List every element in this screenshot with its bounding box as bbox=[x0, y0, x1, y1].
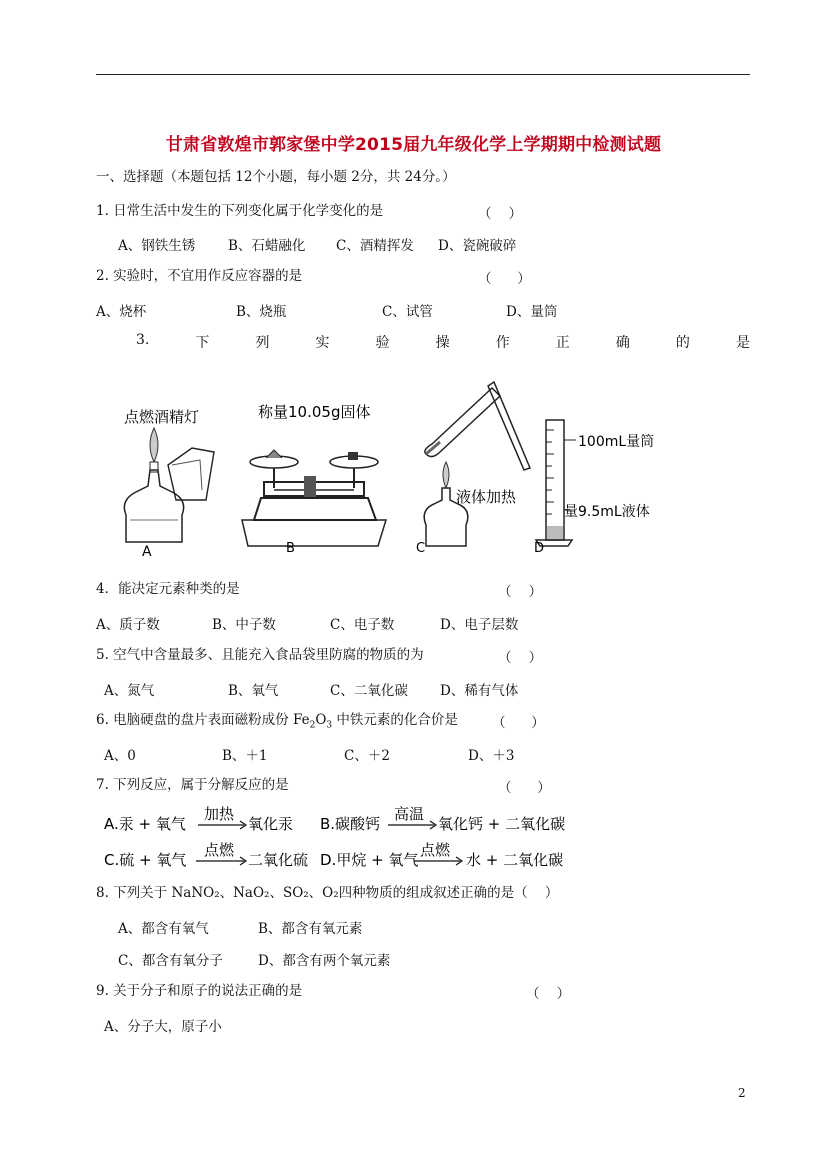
question-7-answer-blank: （ ） bbox=[498, 780, 551, 796]
question-6-answer-blank: （ ） bbox=[492, 715, 545, 731]
q8-option-c: C、都含有氧分子 bbox=[118, 953, 223, 969]
section-heading: 一、选择题（本题包括 12个小题，每小题 2分，共 24分。） bbox=[96, 169, 456, 185]
header-rule bbox=[96, 74, 750, 75]
q6-option-d: D、＋3 bbox=[468, 748, 515, 764]
eq-a-condition: 加热 bbox=[204, 805, 235, 823]
q4-option-b: B、中子数 bbox=[212, 617, 276, 633]
eq-d-right: 水 + 二氧化碳 bbox=[466, 851, 564, 869]
q2-option-b: B、烧瓶 bbox=[236, 304, 287, 320]
eq-a-right: 氧化汞 bbox=[248, 815, 294, 833]
q5-option-c: C、二氧化碳 bbox=[330, 683, 408, 699]
page-title: 甘肃省敦煌市郭家堡中学2015届九年级化学上学期期中检测试题 bbox=[165, 135, 662, 155]
figure-b-balance bbox=[242, 403, 386, 556]
q6-option-b: B、＋1 bbox=[222, 748, 268, 764]
eq-c-right: 二氧化硫 bbox=[248, 851, 309, 869]
q8-option-a: A、都含有氧气 bbox=[118, 921, 209, 937]
svg-text:D: D bbox=[534, 541, 545, 556]
q6-option-a: A、0 bbox=[104, 748, 136, 764]
q2-option-a: A、烧杯 bbox=[96, 304, 147, 320]
figure-a-lamp bbox=[124, 408, 214, 560]
svg-text:A: A bbox=[142, 544, 152, 560]
eq-c-condition: 点燃 bbox=[204, 841, 235, 859]
question-5-stem: 5. 空气中含量最多、且能充入食品袋里防腐的物质的为 bbox=[96, 647, 424, 663]
question-1-answer-blank: （ ） bbox=[478, 206, 523, 222]
q4-option-d: D、电子层数 bbox=[440, 617, 519, 633]
q9-option-a: A、分子大，原子小 bbox=[104, 1019, 222, 1035]
page-number: 2 bbox=[738, 1086, 746, 1100]
q5-option-a: A、氮气 bbox=[104, 683, 155, 699]
eq-b-left: B.碳酸钙 bbox=[320, 815, 381, 833]
question-4-stem: 4．能决定元素种类的是 bbox=[96, 581, 240, 597]
q6-option-c: C、＋2 bbox=[344, 748, 390, 764]
question-9-answer-blank: （ ） bbox=[526, 986, 571, 1002]
svg-text:液体加热: 液体加热 bbox=[456, 488, 517, 506]
q4-option-a: A、质子数 bbox=[96, 617, 160, 633]
q1-option-d: D、瓷碗破碎 bbox=[438, 238, 517, 254]
eq-d-left: D.甲烷 + 氧气 bbox=[320, 851, 419, 869]
eq-b-right: 氧化钙 + 二氧化碳 bbox=[438, 815, 566, 833]
lab-operations-figure bbox=[96, 370, 656, 560]
eq-d-condition: 点燃 bbox=[420, 841, 451, 859]
question-5-answer-blank: （ ） bbox=[498, 650, 543, 666]
question-2-stem: 2. 实验时，不宜用作反应容器的是 bbox=[96, 268, 303, 284]
question-1-stem: 1. 日常生活中发生的下列变化属于化学变化的是 bbox=[96, 203, 384, 219]
question-4-answer-blank: （ ） bbox=[498, 584, 543, 600]
q1-option-c: C、酒精挥发 bbox=[336, 238, 414, 254]
question-9-stem: 9. 关于分子和原子的说法正确的是 bbox=[96, 983, 303, 999]
eq-b-condition: 高温 bbox=[394, 805, 425, 823]
question-3-stem: 3. 下 列 实 验 操 作 正 确 的 是 bbox=[136, 332, 750, 351]
q2-option-d: D、量筒 bbox=[506, 304, 558, 320]
question-7-stem: 7. 下列反应，属于分解反应的是 bbox=[96, 777, 289, 793]
q1-option-b: B、石蜡融化 bbox=[228, 238, 306, 254]
svg-text:量9.5mL液体: 量9.5mL液体 bbox=[564, 504, 650, 520]
q4-option-c: C、电子数 bbox=[330, 617, 395, 633]
q5-option-d: D、稀有气体 bbox=[440, 683, 519, 699]
q5-option-b: B、氧气 bbox=[228, 683, 279, 699]
reaction-equations bbox=[98, 805, 578, 877]
eq-c-left: C.硫 + 氧气 bbox=[104, 851, 187, 869]
question-2-answer-blank: （ ） bbox=[478, 271, 531, 287]
svg-text:点燃酒精灯: 点燃酒精灯 bbox=[124, 408, 200, 426]
eq-a-left: A.汞 + 氧气 bbox=[104, 815, 186, 833]
figure-c-heating bbox=[416, 382, 530, 556]
q1-option-a: A、钢铁生锈 bbox=[118, 238, 196, 254]
q8-option-b: B、都含有氧元素 bbox=[258, 921, 363, 937]
svg-text:100mL量筒: 100mL量筒 bbox=[578, 434, 655, 450]
question-8-stem: 8. 下列关于 NaNO₂、NaO₂、SO₂、O₂四种物质的组成叙述正确的是（ ） bbox=[96, 885, 559, 901]
svg-text:C: C bbox=[416, 541, 426, 556]
question-6-stem: 6. 电脑硬盘的盘片表面磁粉成份 $Fe_2O_3$ 中铁元素的化合价是 bbox=[96, 712, 458, 731]
svg-text:B: B bbox=[286, 541, 295, 556]
figure-d-cylinder bbox=[534, 420, 654, 556]
q2-option-c: C、试管 bbox=[382, 304, 433, 320]
svg-text:称量10.05g固体: 称量10.05g固体 bbox=[258, 403, 371, 421]
q8-option-d: D、都含有两个氧元素 bbox=[258, 953, 391, 969]
